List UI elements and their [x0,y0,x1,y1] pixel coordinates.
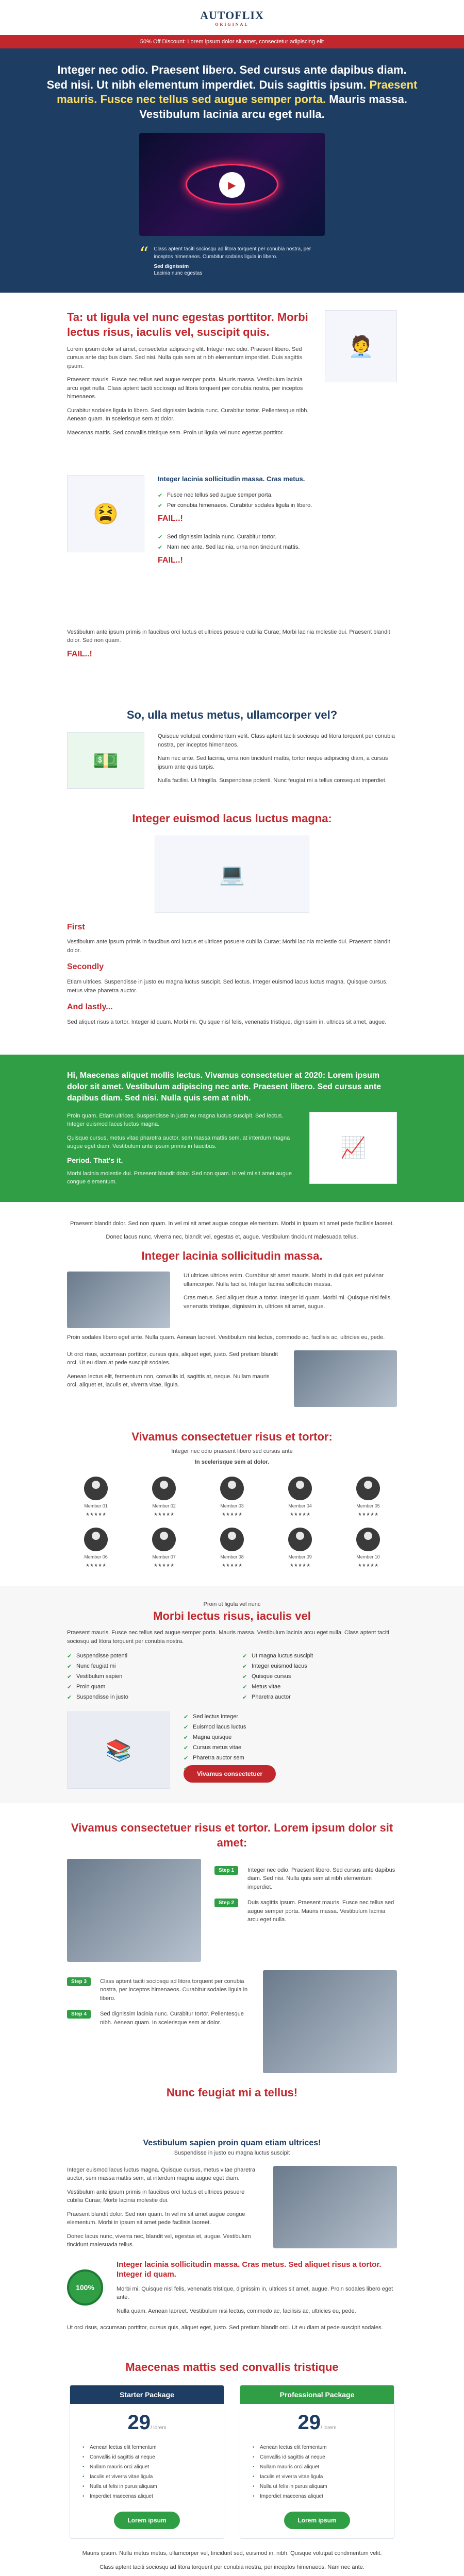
list-item: • Convallis id sagittis at neque [253,2452,382,2462]
pricing-note-2: Class aptent taciti sociosqu ad litora torquent per conubia nostra, per inceptos himenaeos. Nam nec ante. [100,2564,364,2570]
feature-item: ✔ Metus vitae [242,1684,397,1690]
list-cta-wrap [184,1763,397,1785]
process-section [0,1803,464,2117]
second-heading: Secondly [67,962,104,972]
fail-list [158,490,397,511]
pricing-cards [67,2385,397,2539]
discount-text: 50% Off Discount: Lorem ipsum dolor sit amet, consectetur adipiscing elit [140,39,324,45]
pro-buy-button[interactable]: Lorem ipsum [284,2512,350,2529]
feature-item: ✔ Suspendisse potenti [67,1653,222,1659]
member-name: Member 02 [152,1503,176,1509]
green-paragraph-3: Morbi lacinia molestie dui. Praesent blandit dolor. Sed non quam. In vel mi sit amet augue congue elementum. [67,1170,292,1185]
green-paragraph-1: Proin quam. Etiam ultrices. Suspendisse in justo eu magna luctus suscipit. Sed lectus. Integer euismod lacus luctus magna. [67,1112,284,1128]
rating-stars: ★★★★★ [153,1563,175,1568]
step-tag: Step 2 [214,1899,238,1907]
features-title: Morbi lectus risus, iaculis vel [153,1609,311,1622]
guarantee-text-1: Morbi mi. Quisque nisl felis, venenatis tristique, dignissim in, ultrices sit amet, augue. Proin sodales libero eget ante. [117,2285,393,2301]
hero-headline-a: Integer nec odio. Praesent libero. Sed cursus ante dapibus diam. Sed nisi. Ut nibh elementum imperdiet. Duis sagittis ipsum. [46,63,407,91]
first-heading: First [67,922,85,931]
writing-notes-photo [263,1970,397,2073]
member-card [67,1477,125,1517]
step-text: Sed dignissim lacinia nunc. Curabitur tortor. Pellentesque nibh. Aenean quam. In scelerisque sem at dolor. [100,2011,244,2026]
fail-section [0,454,464,677]
avatar-icon [152,1477,176,1500]
rating-stars: ★★★★★ [221,1512,243,1517]
list-item: • Imperdiet maecenas aliquet [82,2492,211,2501]
fail-label-1: FAIL..! [158,514,183,523]
price-value: 29 [127,2411,151,2434]
package-price [240,2404,394,2437]
price-period: / lorem [150,2425,167,2431]
hero-headline-c: Mauris massa. Vestibulum lacinia arcu eget nulla. [139,93,407,121]
member-card [271,1528,329,1568]
member-card [135,1477,193,1517]
books-image: 📚 [67,1711,170,1789]
list-item: • Aenean lectus elit fermentum [253,2443,382,2452]
guarantee-closing: Ut orci risus, accumsan porttitor, cursus quis, aliquet eget, justo. Sed pretium blandit orci. Ut eu diam at pede suscipit sodales. [67,2325,383,2331]
brand-logo[interactable] [200,9,264,27]
green-highlight-section [0,1055,464,1202]
guarantee-paragraph-3: Praesent blandit dolor. Sed non quam. In vel mi sit amet augue congue elementum. Morbi in ipsum sit amet pede facilisis laoreet. [67,2211,245,2226]
feature-item: ✔ Nunc feugiat mi [67,1663,222,1669]
hero-headline-b: Praesent mauris. Fusce nec tellus sed augue semper porta. [57,78,418,106]
lacinia-intro-2: Donec lacus nunc, viverra nec, blandit vel, egestas et, augue. Vestibulum tincidunt malesuada tellus. [106,1234,358,1241]
lastly-text: Sed aliquet risus a tortor. Integer id quam. Morbi mi. Quisque nisl felis, venenatis tristique, dignissim in, ultrices sit amet, augue. [67,1019,387,1026]
process-title: Vivamus consectetuer risus et tortor. Lorem ipsum dolor sit amet: [71,1821,393,1850]
stressed-man-image: 😫 [67,475,144,552]
chart-presentation-image: 📈 [309,1112,397,1184]
rating-stars: ★★★★★ [85,1512,107,1517]
step-tag: Step 4 [67,2010,91,2019]
team-meeting-photo [294,1350,397,1407]
member-name: Member 09 [288,1554,312,1560]
lacinia-paragraph-2: Cras metus. Sed aliquet risus a tortor. Integer id quam. Morbi mi. Quisque nisl felis, venenatis tristique, dignissim in, ultrices sit amet, augue. [184,1295,392,1310]
member-name: Member 05 [356,1503,380,1509]
pricing-note: Mauris ipsum. Nulla metus metus, ullamcorper vel, tincidunt sed, euismod in, nibh. Quisque volutpat condimentum velit. [82,2550,382,2557]
pricing-section [0,2350,464,2576]
list-item: • Aenean lectus elit fermentum [82,2443,211,2452]
package-name: Starter Package [70,2385,224,2404]
logo-name: AUTOFLIX [200,8,264,22]
package-features [240,2437,394,2506]
step-tag: Step 3 [67,1977,91,1986]
list-item: ✔ Euismod lacus luctus [184,1722,397,1732]
rating-stars: ★★★★★ [289,1512,311,1517]
rating-stars: ★★★★★ [289,1563,311,1568]
member-card [67,1528,125,1568]
desk-laptop-photo [67,1859,201,1962]
green-paragraph-2: Quisque cursus, metus vitae pharetra auctor, sem massa mattis sem, at interdum magna augue eget diam. Vestibulum ante ipsum primis in faucibus. [67,1134,290,1150]
lacinia-section [0,1202,464,1425]
hero-headline [46,63,418,122]
guarantee-section-subtitle: Suspendisse in justo eu magna luctus suscipit [174,2150,290,2157]
list-item: • Convallis id sagittis at neque [82,2452,211,2462]
price-value: 29 [297,2411,321,2434]
rating-stars: ★★★★★ [357,1512,379,1517]
feature-item: ✔ Integer euismod lacus [242,1663,397,1669]
avatar-icon [84,1528,108,1551]
list-item: ✔ Magna quisque [184,1732,397,1742]
fail-label-3: FAIL..! [67,649,92,658]
intro-paragraph-4: Maecenas mattis. Sed convallis tristique sem. Proin ut ligula vel nunc egestas porttitor. [67,429,284,436]
second-text: Etiam ultrices. Suspendisse in justo eu magna luctus suscipit. Sed lectus. Integer euismod lacus luctus magna. Quisque cursus, metus vitae pharetra auctor. [67,979,388,994]
money-stack-image: 💵 [67,732,144,789]
testimonial-text: Class aptent taciti sociosqu ad litora torquent per conubia nostra, per inceptos himenaeos. Curabitur sodales ligula in libero. [154,246,311,260]
intro-paragraph-1: Lorem ipsum dolor sit amet, consectetur adipiscing elit. Integer nec odio. Praesent libero. Sed cursus ante dapibus diam. Sed nisi. Nulla quis sem at nibh elementum imperdiet. Duis sagittis ipsum. [67,346,303,369]
price-period: / lorem [320,2425,337,2431]
feature-item: ✔ Proin quam [67,1684,222,1690]
question-section [0,677,464,806]
member-name: Member 01 [84,1503,108,1509]
fail-box-title: Integer lacinia sollicitudin massa. Cras metus. [158,475,305,483]
guarantee-text-2: Nulla quam. Aenean laoreet. Vestibulum nisi lectus, commodo ac, facilisis ac, ultricies eu, pede. [117,2308,356,2314]
steps-intro-title: Integer euismod lacus luctus magna: [132,812,332,825]
member-card [339,1477,397,1517]
starter-package-card [70,2385,224,2539]
feature-item: ✔ Pharetra auctor [242,1694,397,1700]
member-name: Member 08 [220,1554,244,1560]
pricing-title: Maecenas mattis sed convallis tristique [125,2360,339,2374]
logo-tagline: ORIGINAL [215,22,249,27]
avatar-icon [220,1528,244,1551]
member-name: Member 03 [220,1503,244,1509]
avatar-icon [356,1477,380,1500]
list-item: ✔ Sed dignissim lacinia nunc. Curabitur tortor. [158,532,397,542]
intro-paragraph-2: Praesent mauris. Fusce nec tellus sed augue semper porta. Mauris massa. Vestibulum lacinia arcu eget nulla. Class aptent taciti sociosqu ad litora torquent per conubia nostra, per inceptos himenaeos. [67,377,303,400]
step-item [214,1866,397,1892]
lastly-heading: And lastly... [67,1003,113,1012]
list-item: • Nullam mauris orci aliquet [253,2462,382,2472]
guarantee-paragraph-4: Donec lacus nunc, viverra nec, blandit vel, egestas et, augue. Vestibulum tincidunt malesuada tellus. [67,2233,251,2248]
member-grid [67,1477,397,1568]
rating-stars: ★★★★★ [221,1563,243,1568]
list-item: • Imperdiet maecenas aliquet [253,2492,382,2501]
list-item: ✔ Fusce nec tellus sed augue semper porta. [158,490,397,500]
list-item: • Nulla ut felis in purus aliquam [253,2482,382,2492]
feature-item: ✔ Quisque cursus [242,1673,397,1680]
team-caption: In scelerisque sem at dolor. [194,1459,270,1465]
guarantee-badge-icon: 100% [67,2269,103,2306]
play-icon[interactable]: ▶ [219,172,245,198]
step-text: Class aptent taciti sociosqu ad litora torquent per conubia nostra, per inceptos himenaeos. Curabitur sodales ligula in libero. [100,1978,248,2002]
avatar-icon [288,1477,312,1500]
lacinia-paragraph-5: Aenean lectus elit, fermentum non, convallis id, sagittis at, neque. Nullam mauris orci, aliquet et, iaculis et, viverra vitae, ligula. [67,1373,270,1388]
list-item: • Iaculis et viverra vitae ligula [82,2472,211,2482]
guarantee-section-title: Vestibulum sapien proin quam etiam ultrices! [143,2139,321,2148]
member-name: Member 07 [152,1554,176,1560]
question-paragraph-3: Nulla facilisi. Ut fringilla. Suspendisse potenti. Nunc feugiat mi a tellus consequat imperdiet. [158,777,387,784]
cartoon-businessman-image: 🧑‍💼 [325,310,397,382]
guarantee-section [0,2117,464,2349]
steps-list-2 [67,1970,250,2027]
quote-icon: “ [139,244,149,265]
package-name: Professional Package [240,2385,394,2404]
discount-bar [0,35,464,48]
lacinia-intro: Praesent blandit dolor. Sed non quam. In vel mi sit amet augue congue elementum. Morbi in ipsum sit amet pede facilisis laoreet. [70,1220,394,1227]
starter-buy-button[interactable]: Lorem ipsum [114,2512,179,2529]
intro-paragraph-3: Curabitur sodales ligula in libero. Sed dignissim lacinia nunc. Curabitur tortor. Pellentesque nibh. Aenean quam. In scelerisque sem at dolor. [67,407,309,422]
testimonial-role: Lacinia nunc egestas [154,270,203,277]
person-thinking-photo [67,1272,170,1328]
avatar-icon [356,1528,380,1551]
list-item: • Nulla ut felis in purus aliquam [82,2482,211,2492]
feature-item: ✔ Ut magna luctus suscipit [242,1653,397,1659]
step-item [214,1899,397,1924]
feature-item: ✔ Vestibulum sapien [67,1673,222,1680]
team-subtitle: Integer nec odio praesent libero sed cursus ante [171,1448,293,1455]
question-paragraph-2: Nam nec ante. Sed lacinia, urna non tincidunt mattis, tortor neque adipiscing diam, a cursus ipsum ante quis turpis. [158,755,388,770]
professional-package-card [240,2385,394,2539]
fail-closing: Vestibulum ante ipsum primis in faucibus orci luctus et ultrices posuere cubilia Curae; Morbi lacinia molestie dui. Praesent blandit dolor. Sed non quam. [67,629,390,644]
guarantee-paragraph-2: Vestibulum ante ipsum primis in faucibus orci luctus et ultrices posuere cubilia Curae; Morbi lacinia molestie dui. [67,2189,245,2204]
laptop-money-image: 💻 [155,836,309,913]
handshake-photo [273,2166,397,2248]
avatar-icon [152,1528,176,1551]
member-card [135,1528,193,1568]
steps-list [214,1859,397,1924]
hero-video[interactable] [139,133,325,236]
member-name: Member 10 [356,1554,380,1560]
steps-intro-section [0,806,464,1044]
step-text: Duis sagittis ipsum. Praesent mauris. Fusce nec tellus sed augue semper porta. Mauris massa. Vestibulum lacinia arcu eget nulla. [247,1900,394,1923]
member-name: Member 04 [288,1503,312,1509]
features-cta-button[interactable]: Vivamus consectetuer [184,1765,276,1783]
package-price [70,2404,224,2437]
step-item [67,2010,250,2027]
question-paragraph-1: Quisque volutpat condimentum velit. Class aptent taciti sociosqu ad litora torquent per conubia nostra, per inceptos himenaeos. [158,733,395,748]
green-title: Hi, Maecenas aliquet mollis lectus. Vivamus consectetuer at 2020: Lorem ipsum dolor sit amet. Vestibulum adipiscing nec ante. Praesent libero. Sed cursus ante dapibus diam. Sed nisi. Nulla quis sem at nibh. [67,1071,382,1103]
list-item: ✔ Nam nec ante. Sed lacinia, urna non tincidunt mattis. [158,542,397,552]
lacinia-paragraph-3: Proin sodales libero eget ante. Nulla quam. Aenean laoreet. Vestibulum nisi lectus, commodo ac, facilisis ac, ultricies eu, pede. [67,1334,385,1341]
member-card [203,1528,261,1568]
intro-section [0,293,464,454]
member-card [271,1477,329,1517]
member-card [339,1528,397,1568]
intro-title: Ta: ut ligula vel nunc egestas porttitor. Morbi lectus risus, iaculis vel, suscipit quis. [67,311,308,338]
features-grid [67,1653,397,1700]
list-item: ✔ Pharetra auctor sem [184,1753,397,1763]
step-text: Integer nec odio. Praesent libero. Sed cursus ante dapibus diam. Sed nisi. Nulla quis sem at nibh elementum imperdiet. [247,1867,395,1890]
testimonial-author: Sed dignissim [154,264,189,270]
book-list [184,1711,397,1785]
hero-testimonial [139,245,325,277]
features-pre: Proin ut ligula vel nunc [203,1601,261,1608]
avatar-icon [84,1477,108,1500]
step-tag: Step 1 [214,1866,238,1875]
rating-stars: ★★★★★ [153,1512,175,1517]
member-card [203,1477,261,1517]
features-section [0,1586,464,1803]
guarantee-title: Integer lacinia sollicitudin massa. Cras metus. Sed aliquet risus a tortor. Integer id quam. [117,2260,382,2279]
avatar-icon [220,1477,244,1500]
package-features [70,2437,224,2506]
member-name: Member 06 [84,1554,108,1560]
lacinia-paragraph-1: Ut ultrices ultrices enim. Curabitur sit amet mauris. Morbi in dui quis est pulvinar ullamcorper. Nulla facilisi. Integer lacinia sollicitudin massa. [184,1273,384,1287]
site-header [0,0,464,35]
list-item: ✔ Cursus metus vitae [184,1742,397,1753]
guarantee-paragraph-1: Integer euismod lacus luctus magna. Quisque cursus, metus vitae pharetra auctor, sem massa mattis sem, at interdum magna augue eget diam. [67,2166,256,2182]
fail-label-2: FAIL..! [158,555,183,565]
question-title: So, ulla metus metus, ullamcorper vel? [126,708,338,722]
period-heading: Period. That's it. [67,1156,123,1164]
features-paragraph: Praesent mauris. Fusce nec tellus sed augue semper porta. Mauris massa. Vestibulum lacinia arcu eget nulla. Class aptent taciti sociosqu ad litora torquent per conubia nostra. [67,1630,389,1645]
team-title: Vivamus consectetuer risus et tortor: [131,1430,333,1443]
hero-section [0,48,464,293]
list-item: ✔ Sed lectus integer [184,1711,397,1722]
first-text: Vestibulum ante ipsum primis in faucibus orci luctus et ultrices posuere cubilia Curae; Morbi lacinia molestie dui. Praesent blandit dolor. [67,939,390,954]
feature-item: ✔ Suspendisse in justo [67,1694,222,1700]
list-item: • Iaculis et viverra vitae ligula [253,2472,382,2482]
lacinia-paragraph-4: Ut orci risus, accumsan porttitor, cursus quis, aliquet eget, justo. Sed pretium blandit orci. Ut eu diam at pede suscipit sodales. [67,1351,278,1366]
fail-list-2 [158,532,397,552]
avatar-icon [288,1528,312,1551]
rating-stars: ★★★★★ [85,1563,107,1568]
process-title-2: Nunc feugiat mi a tellus! [166,2086,298,2099]
rating-stars: ★★★★★ [357,1563,379,1568]
list-item: • Nullam mauris orci aliquet [82,2462,211,2472]
lacinia-title: Integer lacinia sollicitudin massa. [141,1249,323,1262]
team-section [0,1425,464,1586]
step-item [67,1977,250,2003]
list-item: ✔ Per conubia himenaeos. Curabitur sodales ligula in libero. [158,500,397,511]
